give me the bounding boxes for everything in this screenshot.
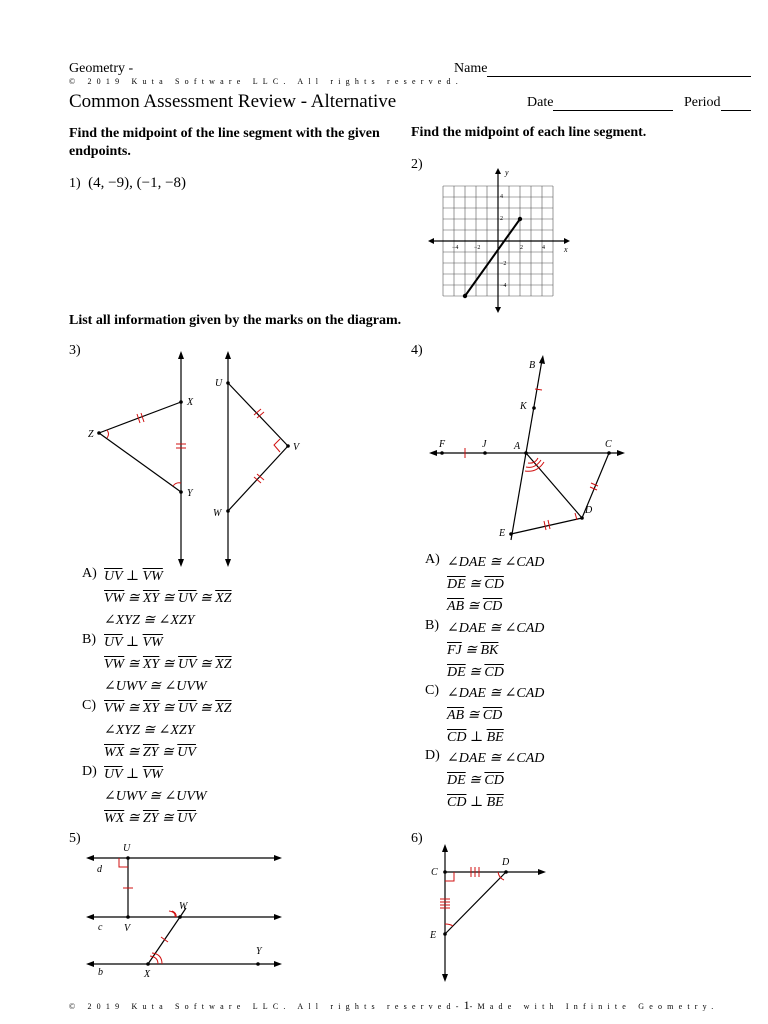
choice-line: ∠DAE ≅ ∠CAD	[447, 686, 545, 701]
label-v: V	[124, 923, 131, 934]
choice-letter: B)	[82, 632, 96, 647]
arrow	[274, 914, 282, 920]
choice-letter: A)	[82, 566, 97, 581]
tick-label: −2	[474, 245, 481, 251]
choice-line: $\overline{DE}$ ≅ $\overline{CD}$	[447, 577, 504, 592]
point-v	[286, 444, 290, 448]
point-c	[443, 870, 447, 874]
tick-label: −4	[500, 283, 507, 289]
choice-q4-d[interactable]	[425, 748, 544, 814]
arrow	[86, 855, 94, 861]
question-3-number: 3)	[69, 343, 81, 358]
label-c: C	[605, 439, 612, 450]
period-field[interactable]	[684, 95, 751, 111]
label-j: J	[482, 439, 487, 450]
choice-line: ∠DAE ≅ ∠CAD	[447, 555, 545, 570]
arrow	[225, 351, 231, 359]
segment-ed	[511, 518, 582, 534]
point-e	[443, 932, 447, 936]
choice-line: ∠UWV ≅ ∠UVW	[104, 679, 207, 694]
point-y	[256, 962, 260, 966]
label-c: c	[98, 922, 103, 933]
choice-q3-a[interactable]	[82, 566, 232, 632]
point-w	[178, 915, 182, 919]
choice-line: $\overline{WX}$ ≅ $\overline{ZY}$ ≅ $\overline{UV}$	[104, 811, 196, 826]
page-number: 1	[463, 998, 470, 1012]
date-blank[interactable]	[553, 96, 673, 111]
choice-line: ∠DAE ≅ ∠CAD	[447, 621, 545, 636]
question-number: 1)	[69, 176, 81, 191]
label-y: Y	[187, 488, 193, 499]
question-1	[69, 175, 186, 192]
label-w: W	[213, 508, 222, 519]
choice-line: ∠XYZ ≅ ∠XZY	[104, 613, 195, 628]
label-k: K	[520, 401, 527, 412]
segment-endpoint	[518, 217, 522, 221]
label-x: X	[187, 397, 194, 408]
tick-label: 4	[500, 194, 503, 200]
label-x: X	[144, 969, 151, 980]
arrow	[429, 450, 437, 456]
arrow	[86, 961, 94, 967]
period-label: Period	[684, 95, 721, 110]
segment-vw	[228, 446, 288, 511]
question-5-number: 5)	[69, 831, 81, 846]
choice-line: $\overline{UV}$ ⊥ $\overline{VW}$	[104, 569, 163, 584]
choice-line: ∠UWV ≅ ∠UVW	[104, 789, 207, 804]
point-y	[179, 490, 183, 494]
arrow	[274, 855, 282, 861]
point-e	[509, 532, 513, 536]
choice-line: $\overline{AB}$ ≅ $\overline{CD}$	[447, 708, 503, 723]
course-label: Geometry -	[69, 61, 134, 76]
label-d: D	[585, 505, 593, 516]
point-w	[226, 509, 230, 513]
point-d	[580, 516, 584, 520]
label-e: E	[430, 930, 437, 941]
diagram-q5	[82, 840, 287, 985]
label-w: W	[179, 901, 188, 912]
point-d	[504, 870, 508, 874]
choice-line: $\overline{DE}$ ≅ $\overline{CD}$	[447, 665, 504, 680]
choice-line: $\overline{FJ}$ ≅ $\overline{BK}$	[447, 643, 499, 658]
label-d: d	[97, 864, 102, 875]
tick-label: 4	[542, 245, 545, 251]
tick-label: 2	[520, 245, 523, 251]
instruction-midpoint-endpoints: Find the midpoint of the line segment with the given endpoints.	[69, 126, 380, 159]
congruence-marks	[440, 867, 504, 926]
choice-line: $\overline{CD}$ ⊥ $\overline{BE}$	[447, 795, 504, 810]
point-b	[540, 359, 544, 363]
y-axis-label: y	[505, 168, 509, 177]
x-axis-arrow-left	[428, 238, 434, 244]
x-axis-label: x	[564, 245, 568, 254]
coordinate-graph	[428, 165, 573, 315]
label-e: E	[499, 528, 506, 539]
choice-q3-d[interactable]	[82, 764, 207, 830]
point-f	[440, 451, 444, 455]
label-u: U	[123, 843, 131, 854]
choice-line: $\overline{VW}$ ≅ $\overline{XY}$ ≅ $\overline{UV}$ ≅ $\overline{XZ}$	[104, 657, 232, 672]
footer-made-with: -Made with Infinite Geometry.	[469, 1002, 719, 1011]
graph-segment	[465, 219, 520, 296]
label-y: Y	[256, 946, 262, 957]
segment-zx	[99, 402, 181, 433]
point-j	[483, 451, 487, 455]
label-z: Z	[88, 429, 94, 440]
point-c	[607, 451, 611, 455]
choice-letter: D)	[425, 748, 440, 763]
diagram-q4	[425, 350, 630, 550]
choice-q4-c[interactable]	[425, 683, 544, 749]
choice-line: $\overline{VW}$ ≅ $\overline{XY}$ ≅ $\overline{UV}$ ≅ $\overline{XZ}$	[104, 591, 232, 606]
label-f: F	[439, 439, 446, 450]
footer-copyright: © 2019 Kuta Software LLC. All rights reserved-	[69, 1002, 464, 1011]
choice-letter: C)	[425, 683, 439, 698]
arrow	[442, 974, 448, 982]
label-c: C	[431, 867, 438, 878]
point-x	[146, 962, 150, 966]
choice-letter: A)	[425, 552, 440, 567]
arrow	[617, 450, 625, 456]
label-d: D	[502, 857, 510, 868]
y-axis-arrow-down	[495, 307, 501, 313]
choice-q4-a[interactable]	[425, 552, 544, 618]
choice-line: ∠DAE ≅ ∠CAD	[447, 751, 545, 766]
choice-line: $\overline{WX}$ ≅ $\overline{ZY}$ ≅ $\overline{UV}$	[104, 745, 196, 760]
diagram-q6	[420, 840, 555, 985]
y-axis-arrow-up	[495, 168, 501, 174]
choice-line: ∠XYZ ≅ ∠XZY	[104, 723, 195, 738]
name-field[interactable]	[454, 61, 751, 77]
choice-q3-c[interactable]	[82, 698, 232, 764]
choice-letter: D)	[82, 764, 97, 779]
segment-uv	[228, 383, 288, 446]
date-field[interactable]	[527, 95, 673, 111]
arrow	[274, 961, 282, 967]
question-6-number: 6)	[411, 831, 423, 846]
label-v: V	[293, 442, 300, 453]
tick-label: −4	[452, 245, 459, 251]
choice-q4-b[interactable]	[425, 618, 544, 684]
diagram-q3	[80, 345, 310, 570]
choice-line: $\overline{UV}$ ⊥ $\overline{VW}$	[104, 767, 163, 782]
choice-line: $\overline{VW}$ ≅ $\overline{XY}$ ≅ $\overline{UV}$ ≅ $\overline{XZ}$	[104, 701, 232, 716]
choice-letter: B)	[425, 618, 439, 633]
arrow	[442, 844, 448, 852]
question-4-number: 4)	[411, 343, 423, 358]
point-x	[179, 400, 183, 404]
question-2-number: 2)	[411, 157, 423, 172]
name-blank[interactable]	[487, 62, 751, 77]
header-copyright: © 2019 Kuta Software LLC. All rights reserved.	[69, 77, 463, 86]
tick-label: 2	[500, 216, 503, 222]
x-axis-arrow-right	[564, 238, 570, 244]
label-b: b	[98, 967, 103, 978]
date-label: Date	[527, 95, 554, 110]
point-u	[226, 381, 230, 385]
worksheet-title: Common Assessment Review - Alternative	[69, 91, 397, 112]
arrow	[178, 351, 184, 359]
instruction-midpoint-segment: Find the midpoint of each line segment.	[411, 125, 647, 140]
name-label: Name	[454, 61, 488, 76]
label-a: A	[514, 441, 521, 452]
endpoints-text: (4, −9), (−1, −8)	[88, 175, 187, 191]
segment-endpoint	[463, 294, 467, 298]
point-z	[97, 431, 101, 435]
choice-letter: C)	[82, 698, 96, 713]
point-a	[524, 451, 528, 455]
choice-line: $\overline{DE}$ ≅ $\overline{CD}$	[447, 773, 504, 788]
period-blank[interactable]	[721, 96, 751, 111]
point-u	[126, 856, 130, 860]
tick-label: −2	[500, 261, 507, 267]
choice-line: $\overline{CD}$ ⊥ $\overline{BE}$	[447, 730, 504, 745]
choice-q3-b[interactable]	[82, 632, 232, 698]
choice-line: $\overline{AB}$ ≅ $\overline{CD}$	[447, 599, 503, 614]
label-b: B	[529, 360, 536, 371]
arrow	[538, 869, 546, 875]
segment-zy	[99, 433, 181, 492]
point-k	[532, 406, 536, 410]
point-v	[126, 915, 130, 919]
segment-ad	[526, 453, 582, 518]
arrow	[86, 914, 94, 920]
instruction-list-marks: List all information given by the marks on the diagram.	[69, 313, 402, 328]
footer	[69, 996, 719, 1014]
choice-line: $\overline{UV}$ ⊥ $\overline{VW}$	[104, 635, 163, 650]
label-u: U	[215, 378, 223, 389]
